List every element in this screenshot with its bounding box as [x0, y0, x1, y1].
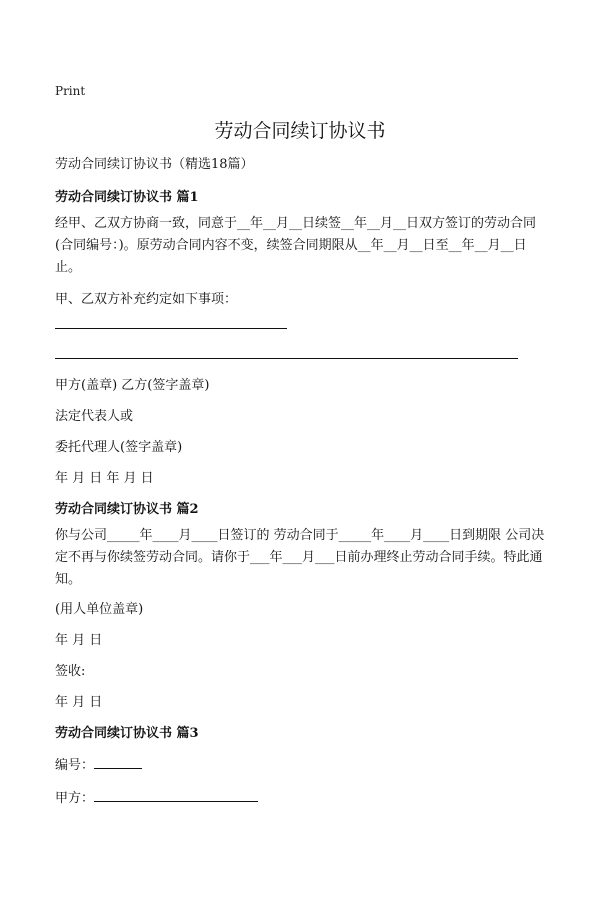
blank-line-2	[55, 358, 518, 359]
number-label: 编号：	[55, 758, 95, 773]
section-2-paragraph-1: 你与公司_____年____月____日签订的 劳动合同于_____年____月____日到期限 公司决定不再与你续签劳动合同。请你于___年___月___日前办理终止劳动合同手续。特此通知。	[55, 528, 545, 587]
section-3-number-row	[55, 754, 547, 773]
section-2-date-1: 年 月 日	[55, 633, 103, 648]
section-1-heading: 劳动合同续订协议书 篇1	[55, 190, 199, 205]
section-1-paragraph-1: 经甲、乙双方协商一致，同意于__年__月__日续签__年__月__日双方签订的劳动合同(合同编号：)。原劳动合同内容不变，续签合同期限从__年__月__日至__年__月__日止。	[55, 216, 537, 275]
section-3-heading: 劳动合同续订协议书 篇3	[55, 726, 199, 741]
document-title: 劳动合同续订协议书	[214, 120, 386, 142]
section-1-agent: 委托代理人(签字盖章)	[55, 440, 183, 455]
section-1-paragraph-2: 甲、乙双方补充约定如下事项：	[55, 292, 238, 307]
section-1-legal-representative: 法定代表人或	[55, 409, 134, 424]
section-2-heading: 劳动合同续订协议书 篇2	[55, 502, 199, 517]
section-1-sign-parties: 甲方(盖章) 乙方(签字盖章)	[55, 378, 210, 393]
party-a-label: 甲方：	[55, 791, 95, 806]
section-1-date: 年 月 日 年 月 日	[55, 471, 154, 486]
print-link[interactable]: Print	[55, 84, 86, 98]
number-blank	[94, 756, 142, 769]
section-3-party-a-row	[55, 787, 547, 806]
section-2-seal: (用人单位盖章)	[55, 602, 144, 617]
document-subtitle: 劳动合同续订协议书（精选18篇）	[55, 157, 254, 172]
blank-line-1	[55, 328, 287, 329]
section-2-date-2: 年 月 日	[55, 695, 103, 710]
party-a-blank	[94, 789, 258, 802]
section-2-receipt: 签收:	[55, 664, 86, 679]
